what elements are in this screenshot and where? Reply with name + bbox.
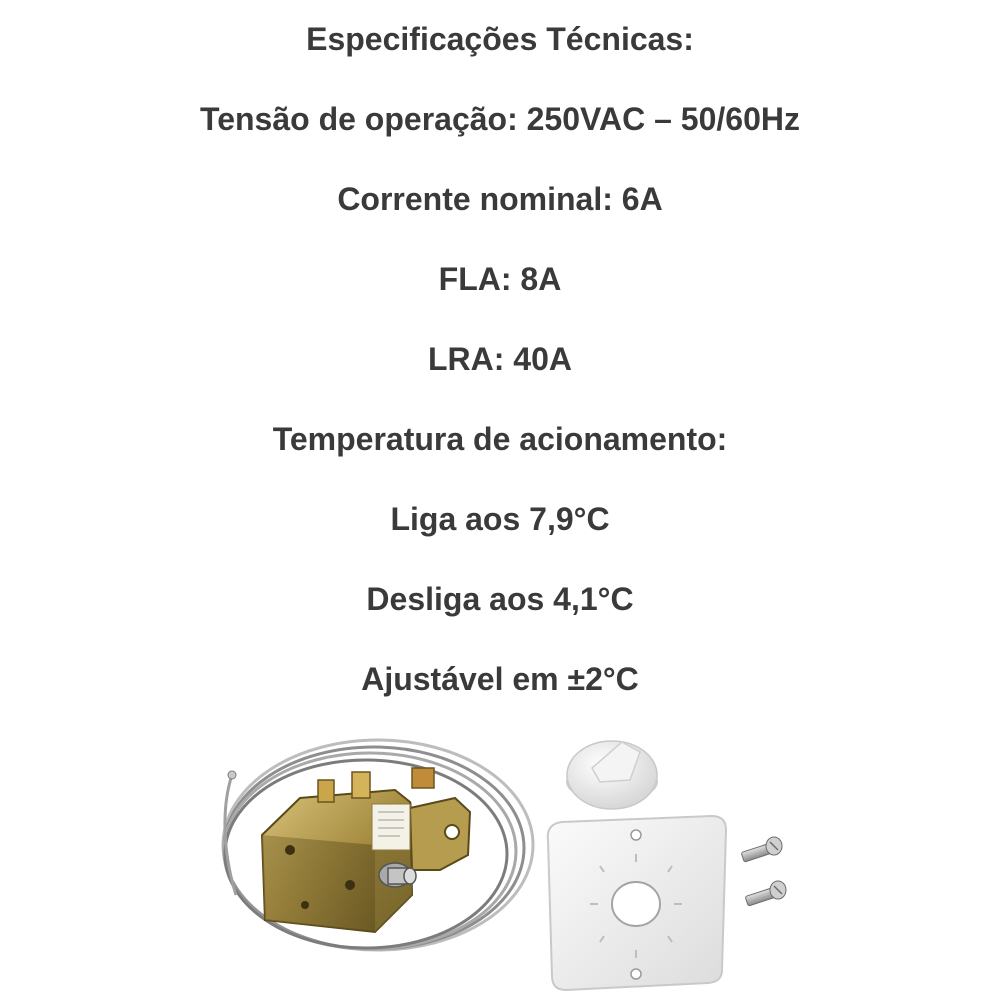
spec-heading: Especificações Técnicas: bbox=[306, 21, 694, 57]
thermostat-icon bbox=[262, 768, 470, 932]
spec-voltage: Tensão de operação: 250VAC – 50/60Hz bbox=[200, 101, 800, 137]
spec-fla: FLA: 8A bbox=[438, 261, 562, 297]
mounting-plate-icon bbox=[548, 816, 726, 990]
screw-icon bbox=[741, 837, 782, 862]
spec-nominal-current: Corrente nominal: 6A bbox=[337, 181, 663, 217]
spec-lra: LRA: 40A bbox=[427, 341, 572, 377]
spec-adjustable: Ajustável em ±2°C bbox=[361, 661, 639, 697]
spec-turn-off: Desliga aos 4,1°C bbox=[366, 581, 634, 617]
screw-icon bbox=[745, 881, 786, 906]
knob-icon bbox=[566, 741, 658, 809]
product-photo bbox=[0, 720, 1000, 1000]
spec-turn-on: Liga aos 7,9°C bbox=[390, 501, 610, 537]
spec-temperature-heading: Temperatura de acionamento: bbox=[272, 421, 728, 457]
